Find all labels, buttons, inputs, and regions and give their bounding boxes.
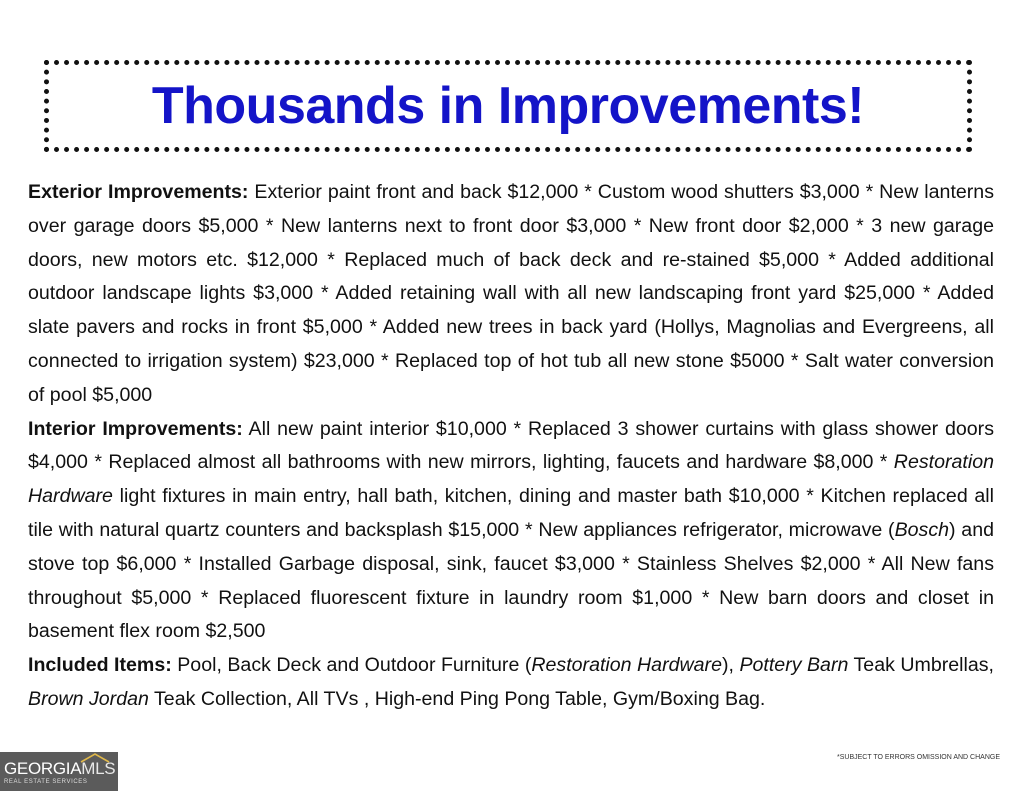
included-paragraph (28, 649, 994, 717)
disclaimer-footnote: *SUBJECT TO ERRORS OMISSION AND CHANGE (837, 754, 1000, 761)
interior-brand-2: Bosch (894, 518, 950, 541)
title-banner (44, 60, 972, 152)
included-brand-2: Pottery Barn (739, 654, 849, 677)
logo-main-text: GEORGIA (4, 759, 82, 778)
interior-heading: Interior Improvements: (28, 417, 243, 440)
improvements-text (28, 176, 994, 717)
logo-subtitle: REAL ESTATE SERVICES (4, 779, 88, 785)
included-text-2: ), (721, 654, 740, 677)
included-brand-3: Brown Jordan (28, 687, 149, 710)
included-heading: Included Items: (28, 654, 172, 677)
included-text-3: Teak Umbrellas, (848, 654, 994, 677)
exterior-heading: Exterior Improvements: (28, 181, 249, 203)
page-title: Thousands in Improvements! (151, 77, 865, 135)
included-text-1: Pool, Back Deck and Outdoor Furniture ( (171, 654, 532, 677)
georgia-mls-logo (0, 752, 118, 791)
interior-text-3: ) and stove top $6,000 * Installed Garbage disposal, sink, faucet $3,000 * Stainless Shelves $2,000 * All New fans throughout $5,000 * Replaced fluorescent fixture in laundry room $1,000 * New barn doors and closet in basement flex room $2,500 (28, 518, 994, 643)
included-text-4: Teak Collection, All TVs , High-end Ping Pong Table, Gym/Boxing Bag. (148, 687, 766, 710)
logo-mls-text: MLS (81, 759, 116, 778)
included-brand-1: Restoration Hardware (531, 654, 722, 677)
interior-paragraph (28, 413, 994, 650)
interior-text-1: All new paint interior $10,000 * Replaced 3 shower curtains with glass shower doors $4,000 * Replaced almost all bathrooms with new mirrors, lighting, faucets and hardware $8,000 * (28, 417, 994, 474)
exterior-text: Exterior paint front and back $12,000 * Custom wood shutters $3,000 * New lanterns over garage doors $5,000 * New lanterns next to front door $3,000 * New front door $2,000 * 3 new garage doors, new motors etc. $12,000 * Replaced much of back deck and re-stained $5,000 * Added additional outdoor landscape lights $3,000 * Added retaining wall with all new landscaping front yard $25,000 * Added slate pavers and rocks in front $5,000 * Added new trees in back yard (Hollys, Magnolias and Evergreens, all connected to irrigation system) $23,000 * Replaced top of hot tub all new stone $5000 * Salt water conversion of pool $5,000 (28, 181, 995, 406)
exterior-paragraph (28, 176, 994, 413)
interior-brand-1: Restoration Hardware (28, 451, 994, 508)
roof-icon (80, 753, 110, 763)
interior-text-2: light fixtures in main entry, hall bath, kitchen, dining and master bath $10,000 * Kitchen replaced all tile with natural quartz counters and backsplash $15,000 * New appliances refrigerator, microwave ( (28, 485, 994, 541)
